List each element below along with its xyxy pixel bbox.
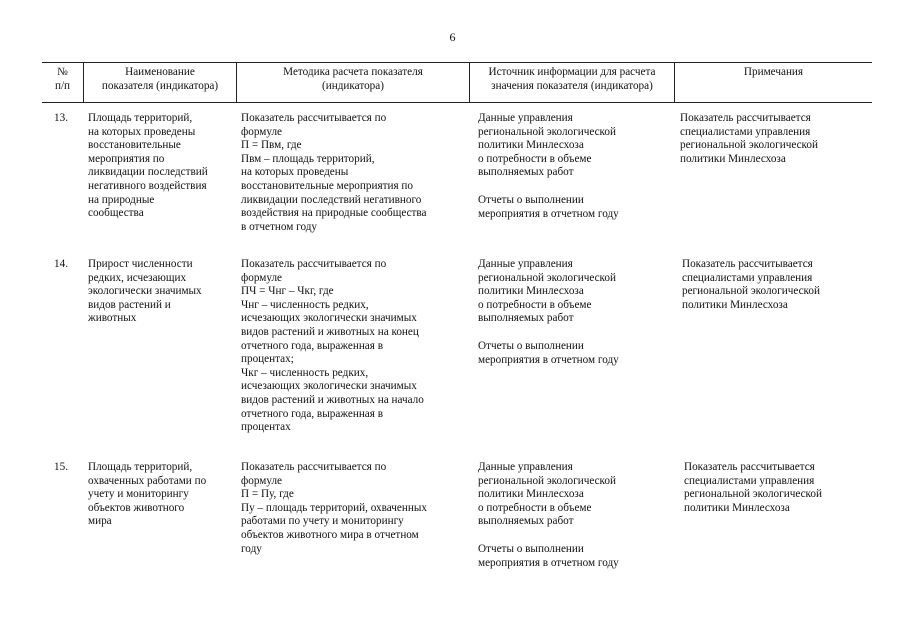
indicator-name: Площадь территорий, охваченных работами по учету и мониторингу объектов животного мира <box>88 461 207 528</box>
notes: Показатель рассчитывается специалистами управления региональной экологической политики Минлесхоза <box>680 112 818 165</box>
notes: Показатель рассчитывается специалистами управления региональной экологической политики Минлесхоза <box>684 461 822 514</box>
notes: Показатель рассчитывается специалистами управления региональной экологической политики Минлесхоза <box>682 258 820 311</box>
calculation-method: Показатель рассчитывается по формуле П = Пу, где Пу – площадь территорий, охваченных работами по учету и мониторингу объектов животного мира в отчетном году <box>241 461 427 555</box>
header-name: Наименование показателя (индикатора) <box>101 66 219 92</box>
calculation-method: Показатель рассчитывается по формуле ПЧ = Чнг – Чкг, где Чнг – численность редких, исчезающих экологически значимых видов растений и животных на конец отчетного года, выраженная в процентах; Чкг – численность редких, исчезающих экологически значимых видов растений и животных на начало отчетного года, выраженная в процентах <box>241 258 424 434</box>
indicator-name: Прирост численности редких, исчезающих экологически значимых видов растений и животных <box>88 258 202 325</box>
header-source: Источник информации для расчета значения показателя (индикатора) <box>488 66 656 92</box>
header-notes: Примечания <box>743 66 804 78</box>
information-source: Данные управления региональной экологической политики Минлесхоза о потребности в объеме выполняемых работ Отчеты о выполнении мероприятия в отчетном году <box>478 258 619 366</box>
row-number: 15. <box>54 461 68 473</box>
page-number: 6 <box>449 30 456 44</box>
indicator-name: Площадь территорий, на которых проведены восстановительные мероприятия по ликвидации последствий негативного воздействия на природные сообщества <box>88 112 208 220</box>
header-no: № п/п <box>54 66 71 92</box>
information-source: Данные управления региональной экологической политики Минлесхоза о потребности в объеме выполняемых работ Отчеты о выполнении мероприятия в отчетном году <box>478 461 619 569</box>
row-number: 14. <box>54 258 68 270</box>
header-method: Методика расчета показателя (индикатора) <box>283 66 423 92</box>
row-number: 13. <box>54 112 68 124</box>
information-source: Данные управления региональной экологической политики Минлесхоза о потребности в объеме выполняемых работ Отчеты о выполнении мероприятия в отчетном году <box>478 112 619 220</box>
calculation-method: Показатель рассчитывается по формуле П = Пвм, где Пвм – площадь территорий, на которых проведены восстановительные мероприятия по ликвидации последствий негативного воздействия на природные сообщества в отчетном году <box>241 112 427 233</box>
